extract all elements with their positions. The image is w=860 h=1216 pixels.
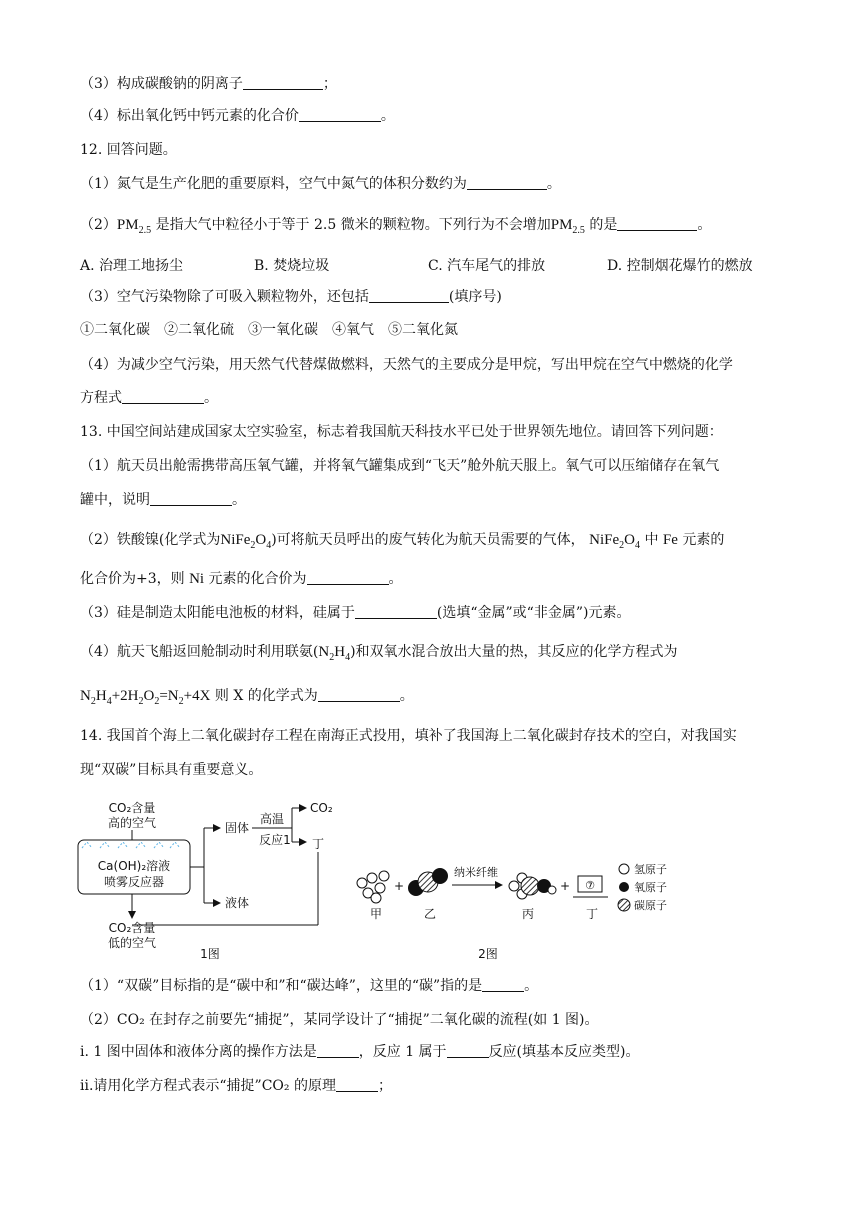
q14-part2-ii: ⅱ.请用化学方程式表示“捕捉”CO₂ 的原理 ； bbox=[80, 1078, 392, 1094]
fig1-co2: CO₂ bbox=[310, 801, 333, 815]
q12-part2: $(2)PM_{2.5}$ 是指大气中粒径小于等于 2.5 微米的颗粒物。下列行为不会增加$PM_{2.5}$ 的是 。 bbox=[80, 217, 712, 236]
answer-blank[interactable] bbox=[369, 288, 449, 303]
answer-blank[interactable] bbox=[299, 107, 381, 122]
fig1-caption: 1图 bbox=[200, 947, 220, 961]
figure-1-flowchart bbox=[78, 801, 333, 961]
legend-carbon: 碳原子 bbox=[634, 899, 667, 912]
fig1-bottom-label: 低的空气 bbox=[107, 936, 157, 950]
answer-blank[interactable] bbox=[336, 1077, 378, 1092]
answer-blank[interactable] bbox=[317, 1043, 359, 1058]
q11-part3: （3）构成碳酸钠的阴离子 ； bbox=[80, 76, 337, 92]
formula-nife2o4: $NiFe_2O_4$ bbox=[220, 532, 272, 551]
fig1-liquid: 液体 bbox=[225, 896, 250, 910]
answer-blank[interactable] bbox=[482, 977, 524, 992]
option-b[interactable]: B. 焚烧垃圾 bbox=[254, 258, 330, 274]
figure-2-molecules bbox=[357, 862, 667, 961]
answer-blank[interactable] bbox=[243, 75, 323, 90]
fig2-label-jia: 甲 bbox=[370, 907, 383, 921]
fig2-label-ding: 丁 bbox=[586, 907, 599, 921]
q14-part1: （1）“双碳”目标指的是“碳中和”和“碳达峰”，这里的“碳”指的是 。 bbox=[80, 978, 539, 994]
fig2-plus: + bbox=[560, 879, 571, 893]
fig1-bottom-label: CO₂含量 bbox=[108, 921, 156, 935]
q13-part2-a: （2）铁酸镍(化学式为$NiFe_2O_4$)可将航天员呼出的废气转化为航天员需要的气体， $NiFe_2O_4$ 中 Fe 元素的 bbox=[80, 532, 725, 551]
q12-part1: （1）氮气是生产化肥的重要原料，空气中氮气的体积分数约为 。 bbox=[80, 176, 561, 192]
q12-part3: （3）空气污染物除了可吸入颗粒物外，还包括 (填序号) bbox=[80, 289, 502, 305]
formula-n2h4: $N_2H_4$ bbox=[318, 644, 351, 663]
q13-part1-b: 罐中，说明 。 bbox=[80, 492, 246, 508]
reaction-equation: $N_2H_4+2H_2O_2=N_2+4X$ bbox=[80, 688, 211, 707]
option-d[interactable]: D. 控制烟花爆竹的燃放 bbox=[607, 258, 753, 274]
fig2-condition: 纳米纤维 bbox=[454, 866, 498, 879]
fig1-condition: 高温 bbox=[259, 812, 285, 826]
q12-choices: ①二氧化碳 ②二氧化硫 ③一氧化碳 ④氧气 ⑤二氧化氮 bbox=[80, 322, 458, 338]
q13-part4-a: （4）航天飞船返回舱制动时利用联氨$(N_2H_4)$和双氧水混合放出大量的热，其反应的化学方程式为 bbox=[80, 644, 678, 663]
fig1-solid: 固体 bbox=[225, 821, 250, 835]
answer-blank[interactable] bbox=[447, 1043, 489, 1058]
fig2-plus: + bbox=[394, 879, 405, 893]
q11-part4: （4）标出氧化钙中钙元素的化合价 。 bbox=[80, 108, 395, 124]
q12-title: 12. 回答问题。 bbox=[80, 142, 177, 158]
q12-part4-b: 方程式 。 bbox=[80, 390, 218, 406]
q14-part2-i: i. 1 图中固体和液体分离的操作方法是 ，反应 1 属于 反应(填基本反应类型)。 bbox=[80, 1044, 640, 1060]
fig1-box-label: Ca(OH)₂溶液 bbox=[97, 859, 171, 873]
q13-part3: （3）硅是制造太阳能电池板的材料，硅属于 (选填“金属”或“非金属”)元素。 bbox=[80, 605, 631, 621]
answer-blank[interactable] bbox=[122, 389, 204, 404]
figure-diagrams bbox=[70, 790, 690, 970]
fig1-top-label: 高的空气 bbox=[107, 816, 157, 830]
fig2-label-yi: 乙 bbox=[424, 907, 437, 921]
fig2-caption: 2图 bbox=[478, 947, 498, 961]
option-c[interactable]: C. 汽车尾气的排放 bbox=[428, 258, 546, 274]
fig1-top-label: CO₂含量 bbox=[108, 801, 156, 815]
q13-part1-a: （1）航天员出舱需携带高压氧气罐，并将氧气罐集成到“飞天”舱外航天服上。氧气可以压缩储存在氧气 bbox=[80, 458, 720, 474]
answer-blank[interactable] bbox=[307, 570, 389, 585]
legend-oxygen: 氧原子 bbox=[634, 881, 667, 894]
option-a[interactable]: A. 治理工地扬尘 bbox=[80, 258, 184, 274]
q13-title: 13. 中国空间站建成国家太空实验室，标志着我国航天科技水平已处于世界领先地位。请回答下列问题： bbox=[80, 424, 723, 440]
answer-blank[interactable] bbox=[617, 216, 697, 231]
fig2-box-num: ⑦ bbox=[585, 879, 595, 892]
formula-nife2o4: $NiFe_2O_4$ bbox=[589, 532, 640, 551]
fig2-label-bing: 丙 bbox=[522, 907, 535, 921]
fig1-box-label: 喷雾反应器 bbox=[103, 875, 165, 889]
answer-blank[interactable] bbox=[355, 604, 437, 619]
q13-part2-b: 化合价为+3，则 Ni 元素的化合价为 。 bbox=[80, 571, 403, 587]
q13-part4-b: $N_2H_4+2H_2O_2=N_2+4X$ 则 X 的化学式为 。 bbox=[80, 688, 414, 707]
legend-hydrogen: 氢原子 bbox=[634, 863, 667, 876]
q14-part2: （2）CO₂ 在封存之前要先“捕捉”，某同学设计了“捕捉”二氧化碳的流程(如 1 图)。 bbox=[80, 1012, 599, 1028]
q14-title-b: 现“双碳”目标具有重要意义。 bbox=[80, 762, 263, 778]
answer-blank[interactable] bbox=[467, 175, 547, 190]
q14-title-a: 14. 我国首个海上二氧化碳封存工程在南海正式投用，填补了我国海上二氧化碳封存技术的空白，对我国实 bbox=[80, 728, 737, 744]
fig1-reaction-label: 反应1 bbox=[259, 833, 291, 847]
q12-part4-a: （4）为减少空气污染，用天然气代替煤做燃料，天然气的主要成分是甲烷，写出甲烷在空气中燃烧的化学 bbox=[80, 357, 733, 373]
answer-blank[interactable] bbox=[318, 687, 400, 702]
answer-blank[interactable] bbox=[150, 491, 232, 506]
fig1-ding: 丁 bbox=[312, 837, 325, 851]
